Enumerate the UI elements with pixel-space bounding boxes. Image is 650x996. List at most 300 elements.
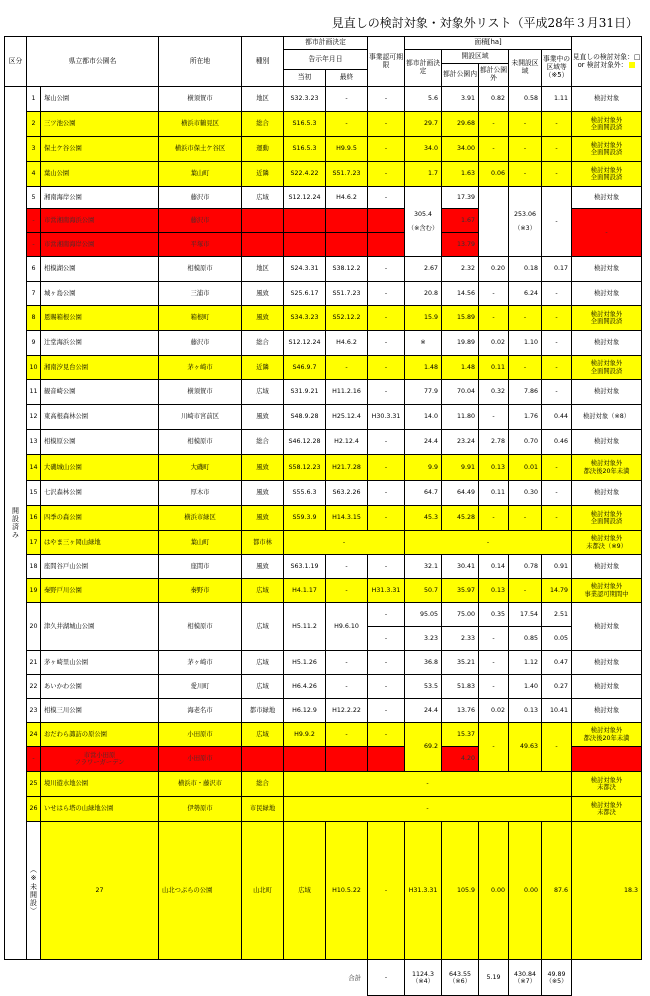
progress-area-2: 0.05 (542, 627, 572, 651)
header-approval: 事業認可期限 (368, 37, 405, 87)
row-no: 24 (27, 723, 41, 747)
first-date: H10.5.22 (326, 822, 368, 960)
last-date: H2.12.4 (326, 430, 368, 455)
last-date: - (368, 822, 405, 960)
park-type: 運動 (242, 137, 284, 162)
first-date: H6.4.26 (284, 675, 326, 699)
review-status: 検討対象外 全面開設済 (572, 306, 642, 331)
plan-area: 5.6 (405, 87, 442, 112)
first-date: S25.6.17 (284, 282, 326, 306)
plan-area: 36.8 (405, 651, 442, 675)
park-type (242, 233, 284, 257)
park-name: おだわら諏訪の原公園 (41, 723, 159, 747)
review-status: 検討対象 (572, 555, 642, 579)
park-type: 地区 (242, 257, 284, 282)
total-progress (542, 960, 572, 996)
non-city-area (479, 187, 509, 257)
approval: H31.3.31 (405, 822, 442, 960)
plan-area-note: （※含む） (407, 225, 439, 233)
non-city-area: - (479, 306, 509, 331)
unopened-area: 87.6 (542, 822, 572, 960)
first-date: S32.3.23 (284, 87, 326, 112)
total-blank (572, 960, 642, 996)
plan-area: 24.4 (405, 699, 442, 723)
unopened-area: 17.54 (509, 603, 542, 627)
header-city-park: 都計公園内 (442, 64, 479, 87)
city-park-area: 45.28 (442, 506, 479, 531)
city-park-area: 70.04 (442, 380, 479, 405)
park-type: 広域 (242, 603, 284, 651)
row-no: 13 (27, 430, 41, 455)
row-no: - (27, 233, 41, 257)
last-date: S63.2.26 (326, 481, 368, 506)
last-date: H4.6.2 (326, 331, 368, 356)
non-city-area: 0.82 (479, 87, 509, 112)
non-city-area: 0.20 (479, 257, 509, 282)
park-name: 座間谷戸山公園 (41, 555, 159, 579)
progress-area: 0.91 (542, 555, 572, 579)
row-no: 11 (27, 380, 41, 405)
location: 相模原市 (159, 257, 242, 282)
unopened-area: 49.63 (509, 723, 542, 772)
location: 横浜市保土ケ谷区 (159, 137, 242, 162)
plan-area: 32.1 (405, 555, 442, 579)
unopened-area: 7.86 (509, 380, 542, 405)
park-name: 湘南海岸公園 (41, 187, 159, 209)
review-status: 検討対象外 全面開設済 (572, 137, 642, 162)
approval: - (368, 356, 405, 380)
review-status: 検討対象 (572, 675, 642, 699)
non-city-area: 0.32 (479, 380, 509, 405)
review-status: 検討対象 (572, 331, 642, 356)
progress-area: - (542, 380, 572, 405)
progress-area: - (542, 187, 572, 257)
review-status: 検討対象 (572, 257, 642, 282)
first-date: S58.12.23 (284, 455, 326, 481)
header-first: 当初 (284, 70, 326, 87)
total-plan-note: （※4） (412, 977, 434, 985)
plan-area: 2.67 (405, 257, 442, 282)
first-date: S12.12.24 (284, 187, 326, 209)
unopened-area: - (509, 112, 542, 137)
review-status: 検討対象外 全面開設済 (572, 112, 642, 137)
city-park-area: 1.67 (442, 209, 479, 233)
progress-area: 2.51 (542, 603, 572, 627)
city-park-area: 3.91 (442, 87, 479, 112)
city-park-area: 14.56 (442, 282, 479, 306)
city-park-area: 19.89 (442, 331, 479, 356)
plan-area: ※ (405, 331, 442, 356)
progress-area: 10.41 (542, 699, 572, 723)
total-unopened (509, 960, 542, 996)
park-name: 山北つぶらの公園 (159, 822, 242, 960)
progress-area: 18.3 (572, 822, 642, 960)
first-date: H4.1.17 (284, 579, 326, 603)
first-date: S16.5.3 (284, 112, 326, 137)
last-date: H9.6.10 (326, 603, 368, 651)
park-name: 境川遊水地公園 (41, 772, 159, 797)
approval: - (368, 723, 405, 747)
plan-area: 34.0 (405, 137, 442, 162)
park-type: 総合 (242, 331, 284, 356)
location: 川崎市宮前区 (159, 405, 242, 430)
park-name: 城ヶ島公園 (41, 282, 159, 306)
unopened-area: 1.40 (509, 675, 542, 699)
review-status: 検討対象 (572, 87, 642, 112)
approval: - (368, 651, 405, 675)
location: 葉山町 (159, 162, 242, 187)
city-park-area-2: 2.33 (442, 627, 479, 651)
progress-area: 14.79 (542, 579, 572, 603)
first-date: S31.9.21 (284, 380, 326, 405)
unopened-area: - (509, 162, 542, 187)
progress-area: 0.27 (542, 675, 572, 699)
first-date: S48.9.28 (284, 405, 326, 430)
park-name: いせはら塔の山緑地公園 (41, 797, 159, 822)
review-status: 検討対象外 未都決（※9） (572, 531, 642, 555)
row-no: 5 (27, 187, 41, 209)
unopened-area: - (509, 356, 542, 380)
last-date: H11.2.16 (326, 380, 368, 405)
review-status: 検討対象（※8） (572, 405, 642, 430)
approval: - (368, 699, 405, 723)
park-name: 塚山公園 (41, 87, 159, 112)
total-city-note: （※6） (449, 977, 471, 985)
review-status: 検討対象 (572, 430, 642, 455)
first-date: S16.5.3 (284, 137, 326, 162)
review-status: 検討対象外 都決後20年未満 (572, 455, 642, 481)
unopened-area: 0.01 (509, 455, 542, 481)
total-label: 合計 (5, 960, 368, 996)
location: 横浜市緑区 (159, 506, 242, 531)
park-type (242, 209, 284, 233)
unopened-area: - (509, 306, 542, 331)
total-out: 5.19 (479, 960, 509, 996)
total-city-value: 643.55 (448, 970, 472, 978)
area-values: - (284, 772, 572, 797)
progress-area: - (542, 723, 572, 772)
plan-area: 1.7 (405, 162, 442, 187)
non-city-area: 0.06 (479, 162, 509, 187)
approval: - (368, 87, 405, 112)
last-date: - (326, 87, 368, 112)
non-city-area-2: - (479, 627, 509, 651)
last-date: H14.3.15 (326, 506, 368, 531)
non-city-area: 0.02 (479, 699, 509, 723)
city-park-area: 2.32 (442, 257, 479, 282)
plan-area: 20.8 (405, 282, 442, 306)
approval (368, 233, 405, 257)
city-park-area: 13.76 (442, 699, 479, 723)
park-name: 秦野戸川公園 (41, 579, 159, 603)
approval: - (368, 506, 405, 531)
non-city-area: 0.00 (509, 822, 542, 960)
first-date: H9.9.2 (284, 723, 326, 747)
total-approval: - (368, 960, 405, 996)
first-date: H6.12.9 (284, 699, 326, 723)
location: 海老名市 (159, 699, 242, 723)
row-no: 26 (27, 797, 41, 822)
unopened-area-2: 0.85 (509, 627, 542, 651)
location: 伊勢原市 (159, 797, 242, 822)
header-plan-area: 都市計画決定 (405, 50, 442, 87)
row-no: 15 (27, 481, 41, 506)
progress-area: 1.11 (542, 87, 572, 112)
row-no: 6 (27, 257, 41, 282)
total-plan-value: 1124.3 (411, 970, 435, 978)
city-park-area: 29.68 (442, 112, 479, 137)
park-name: 市営湘南海浜公園 (41, 209, 159, 233)
last-date: S51.7.23 (326, 282, 368, 306)
section-unopened: （※未開設） (27, 822, 41, 960)
area-values: - (405, 531, 572, 555)
approval (368, 747, 405, 772)
park-type: 広域 (242, 380, 284, 405)
park-name: 三ツ池公園 (41, 112, 159, 137)
review-status: 検討対象外 未都決 (572, 772, 642, 797)
location: 山北町 (242, 822, 284, 960)
park-type: 都市林 (242, 531, 284, 555)
last-date: H4.6.2 (326, 187, 368, 209)
city-park-area: 34.00 (442, 137, 479, 162)
non-city-area: 0.14 (479, 555, 509, 579)
non-city-area: - (479, 112, 509, 137)
row-no: - (27, 747, 41, 772)
park-type: 総合 (242, 772, 284, 797)
unopened-area-value: 253.06 (513, 210, 537, 218)
last-date: H9.9.5 (326, 137, 368, 162)
non-city-area: 0.13 (479, 579, 509, 603)
last-date (326, 233, 368, 257)
header-type: 種別 (242, 37, 284, 87)
row-no: - (27, 209, 41, 233)
park-name: 湘南汐見台公園 (41, 356, 159, 380)
non-city-area: 0.13 (479, 455, 509, 481)
plan-area: 29.7 (405, 112, 442, 137)
header-review: 見直しの検討対象：□ or 検討対象外： (572, 37, 642, 87)
progress-area: 0.46 (542, 430, 572, 455)
park-type (242, 747, 284, 772)
first-date (284, 209, 326, 233)
last-date: - (326, 356, 368, 380)
location: 横須賀市 (159, 87, 242, 112)
park-name: 恩賜箱根公園 (41, 306, 159, 331)
approval: - (368, 430, 405, 455)
park-type: 風致 (242, 481, 284, 506)
approval: - (368, 187, 405, 209)
row-no: 16 (27, 506, 41, 531)
park-name: 七沢森林公園 (41, 481, 159, 506)
review-status (572, 747, 642, 772)
location: 藤沢市 (159, 331, 242, 356)
city-park-area: 0.00 (479, 822, 509, 960)
park-type: 風致 (242, 506, 284, 531)
first-date: S22.4.22 (284, 162, 326, 187)
row-no: 12 (27, 405, 41, 430)
location: 相模原市 (159, 603, 242, 651)
city-park-area: 1.63 (442, 162, 479, 187)
review-status: 検討対象 (572, 603, 642, 651)
location: 葉山町 (159, 531, 242, 555)
plan-area: 53.5 (405, 675, 442, 699)
plan-area: 50.7 (405, 579, 442, 603)
city-park-area: 64.49 (442, 481, 479, 506)
park-type: 地区 (242, 87, 284, 112)
location: 小田原市 (159, 723, 242, 747)
last-date: H21.7.28 (326, 455, 368, 481)
non-city-area: 0.11 (479, 356, 509, 380)
last-date: - (326, 675, 368, 699)
section-opened: 開設済み (5, 87, 27, 960)
non-city-area: 0.11 (479, 481, 509, 506)
plan-area: 45.3 (405, 506, 442, 531)
unopened-area: 0.18 (509, 257, 542, 282)
area-values: - (284, 797, 572, 822)
review-status: 検討対象外 全面開設済 (572, 506, 642, 531)
row-no: 8 (27, 306, 41, 331)
review-status: 検討対象外 未都決 (572, 797, 642, 822)
review-status: 検討対象外 全面開設済 (572, 162, 642, 187)
first-date: S12.12.24 (284, 331, 326, 356)
park-type: 広域 (242, 187, 284, 209)
approval: - (368, 380, 405, 405)
city-park-area: 15.37 (442, 723, 479, 747)
row-no: 27 (41, 822, 159, 960)
plan-area: 64.7 (405, 481, 442, 506)
progress-area: - (542, 112, 572, 137)
review-status: - (572, 209, 642, 257)
approval: - (368, 331, 405, 356)
last-date: S52.12.2 (326, 306, 368, 331)
first-date: H5.1.26 (284, 651, 326, 675)
unopened-area: 0.70 (509, 430, 542, 455)
plan-area: 24.4 (405, 430, 442, 455)
plan-area: 105.9 (442, 822, 479, 960)
total-plan (405, 960, 442, 996)
park-name: 辻堂海浜公園 (41, 331, 159, 356)
review-status: 検討対象 (572, 380, 642, 405)
location: 横浜市・藤沢市 (159, 772, 242, 797)
first-date: S59.3.9 (284, 506, 326, 531)
park-type: 市民緑地 (242, 797, 284, 822)
park-type: 広域 (242, 675, 284, 699)
location: 藤沢市 (159, 187, 242, 209)
location: 平塚市 (159, 233, 242, 257)
city-park-area: 23.24 (442, 430, 479, 455)
review-status: 検討対象外 都決後20年未満 (572, 723, 642, 747)
row-no: 10 (27, 356, 41, 380)
last-date: S51.7.23 (326, 162, 368, 187)
plan-area: 77.9 (405, 380, 442, 405)
park-type: 風致 (242, 455, 284, 481)
unopened-area: 1.76 (509, 405, 542, 430)
row-no: 14 (27, 455, 41, 481)
approval: - (368, 137, 405, 162)
row-no: 3 (27, 137, 41, 162)
location: 三浦市 (159, 282, 242, 306)
header-location: 所在地 (159, 37, 242, 87)
progress-area: - (542, 137, 572, 162)
plan-area: 9.9 (405, 455, 442, 481)
approval (368, 209, 405, 233)
approval: - (368, 675, 405, 699)
row-no: 7 (27, 282, 41, 306)
last-date: H25.12.4 (326, 405, 368, 430)
progress-area: - (542, 306, 572, 331)
progress-area: - (542, 282, 572, 306)
non-city-area: 0.35 (479, 603, 509, 627)
non-city-area: - (479, 282, 509, 306)
plan-area (405, 187, 442, 257)
page-title: 見直しの検討対象・対象外リスト（平成28年３月31日） (331, 16, 638, 30)
progress-area: - (542, 331, 572, 356)
park-type: 広域 (242, 579, 284, 603)
row-no: 17 (27, 531, 41, 555)
row-no: 22 (27, 675, 41, 699)
approval: - (368, 455, 405, 481)
progress-area: - (542, 481, 572, 506)
total-progress-note: （※5） (545, 977, 568, 985)
unopened-area: 6.24 (509, 282, 542, 306)
last-date: - (326, 651, 368, 675)
review-status: 検討対象 (572, 481, 642, 506)
park-name: 津久井湖城山公園 (41, 603, 159, 651)
park-type: 都市緑地 (242, 699, 284, 723)
approval: - (368, 603, 405, 627)
first-date (284, 233, 326, 257)
non-city-area: - (479, 506, 509, 531)
park-name: あいかわ公園 (41, 675, 159, 699)
first-date: S24.3.31 (284, 257, 326, 282)
first-date: S63.1.19 (284, 555, 326, 579)
city-park-area: 11.80 (442, 405, 479, 430)
city-park-area: 30.41 (442, 555, 479, 579)
non-city-area: 2.78 (479, 430, 509, 455)
plan-area: 69.2 (405, 723, 442, 772)
park-name: 四季の森公園 (41, 506, 159, 531)
review-status: 検討対象 (572, 699, 642, 723)
location: 厚木市 (159, 481, 242, 506)
location: 茅ヶ崎市 (159, 651, 242, 675)
first-date: S34.3.23 (284, 306, 326, 331)
park-name: 相模湖公園 (41, 257, 159, 282)
last-date: - (326, 112, 368, 137)
park-type: 総合 (242, 430, 284, 455)
city-park-area: 9.91 (442, 455, 479, 481)
yellow-legend-swatch (629, 62, 635, 68)
unopened-area-note: （※3） (514, 225, 536, 233)
header-opened: 開設区域 (442, 50, 509, 64)
progress-area: - (542, 356, 572, 380)
park-name: 観音崎公園 (41, 380, 159, 405)
park-type: 風致 (242, 306, 284, 331)
first-date (284, 747, 326, 772)
review-status: 検討対象外 事業認可期間中 (572, 579, 642, 603)
park-type: 風致 (242, 282, 284, 306)
approval: - (368, 627, 405, 651)
location: 藤沢市 (159, 209, 242, 233)
header-announce-date: 告示年月日 (284, 50, 368, 70)
header-non-city: 都計公園外 (479, 64, 509, 87)
unopened-area: - (509, 506, 542, 531)
row-no: 20 (27, 603, 41, 651)
city-park-area: 17.39 (442, 187, 479, 209)
approval: - (368, 162, 405, 187)
header-park-name: 県立都市公園名 (27, 37, 159, 87)
park-type: 近隣 (242, 162, 284, 187)
row-no: 25 (27, 772, 41, 797)
plan-area: 15.9 (405, 306, 442, 331)
